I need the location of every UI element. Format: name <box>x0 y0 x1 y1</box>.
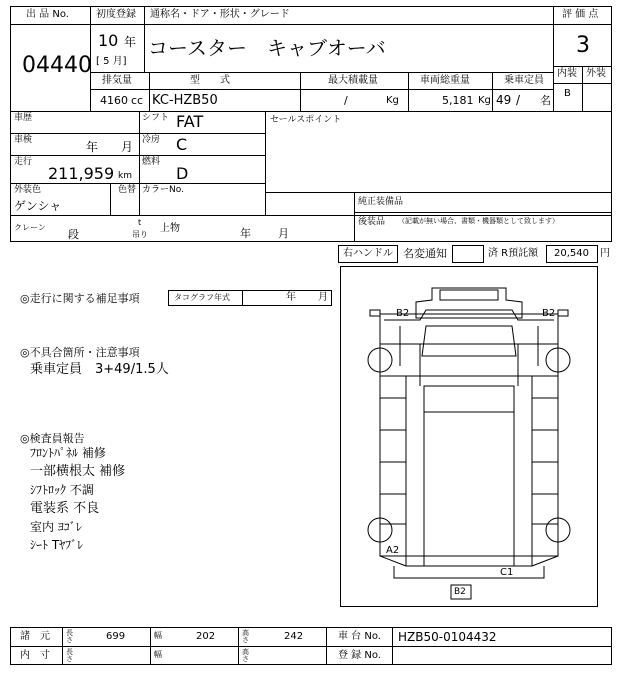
interior-length-label: 長さ <box>66 648 73 663</box>
recycle-unit: 円 <box>600 248 610 259</box>
width-label: 幅 <box>154 631 162 640</box>
capacity-value: 49 <box>496 93 512 107</box>
name-change-label: 名変通知 <box>403 247 447 260</box>
inspector-line: 電装系 不良 <box>30 501 100 516</box>
registration-year: 10 <box>98 31 119 50</box>
displacement-label: 排気量 <box>102 75 132 86</box>
damage-mark: C1 <box>500 567 514 578</box>
recycle-value: 20,540 <box>554 248 589 259</box>
mileage-label: 走行 <box>14 157 33 167</box>
mileage-value: 211,959 <box>48 164 115 183</box>
displacement-value: 4160 <box>100 94 128 107</box>
upper-body-year: 年 <box>240 227 251 240</box>
upper-body-label: 上物 <box>160 223 180 234</box>
registration-number-label: 登 録 No. <box>338 650 381 661</box>
inspector-line: ｼﾌﾄﾛｯｸ 不調 <box>30 483 94 497</box>
chassis-label: 車 台 No. <box>338 631 381 642</box>
body-color-label: 外装色 <box>14 185 42 195</box>
model-type-value: KC-HZB50 <box>152 93 218 108</box>
sales-point-label: セールスポイント <box>270 115 342 125</box>
gross-weight-label: 車両総重量 <box>420 75 470 86</box>
lot-label: 出 品 No. <box>26 9 69 20</box>
inspector-line: 一部横根太 補修 <box>30 464 126 479</box>
inspector-line: ｼｰﾄ Tﾔﾌﾞﾚ <box>30 538 84 552</box>
steering-value: 右ハンドル <box>343 248 393 259</box>
vehicle-diagram <box>340 266 598 607</box>
interior-dimensions-label: 内 寸 <box>20 650 50 661</box>
registration-year-unit: 年 <box>124 35 137 49</box>
inspector-title: ◎検査員報告 <box>20 432 85 445</box>
capacity-unit: 名 <box>540 94 551 107</box>
capacity-label: 乗車定員 <box>504 75 544 86</box>
color-change-label: 色替 <box>118 185 137 195</box>
dimensions-label: 諸 元 <box>20 631 50 642</box>
name-change-box <box>452 245 484 263</box>
score-label: 評 価 点 <box>562 9 599 20</box>
body-color-value: ゲンシャ <box>14 199 62 213</box>
crane-ton: t <box>138 218 142 227</box>
crane-label: クレーン <box>14 223 46 232</box>
displacement-unit: cc <box>131 94 144 107</box>
height-label: 高さ <box>242 629 249 644</box>
registration-month: [ 5 月] <box>96 56 127 67</box>
inspection-month: 月 <box>121 140 134 154</box>
tachograph-year: 年 <box>286 292 296 303</box>
recycle-label: 済 R預託額 <box>488 248 539 259</box>
length-value: 699 <box>106 631 126 642</box>
genuine-equipment-label: 純正装備品 <box>358 197 404 207</box>
history-label: 車歴 <box>14 113 33 123</box>
model-name: コースター キャブオーバ <box>148 36 386 60</box>
color-code-label: カラーNo. <box>142 185 184 195</box>
damage-mark: A2 <box>386 545 400 556</box>
damage-mark: B2 <box>454 587 466 597</box>
fuel-value: D <box>176 164 189 183</box>
ac-value: C <box>176 135 188 154</box>
defect-title: ◎不具合箇所・注意事項 <box>20 346 140 359</box>
damage-mark: B2 <box>396 308 410 319</box>
running-notes-title: ◎走行に関する補足事項 <box>20 292 140 305</box>
crane-step: 段 <box>68 228 79 241</box>
max-load-value: / <box>344 94 348 107</box>
inspection-year: 年 <box>86 140 99 154</box>
damage-mark: B2 <box>542 308 556 319</box>
auction-score: 3 <box>576 33 590 58</box>
max-load-label: 最大積載量 <box>328 75 378 86</box>
max-load-unit: Kg <box>386 95 399 106</box>
name-grade-label: 通称名・ドア・形状・グレード <box>150 9 290 20</box>
ac-label: 冷房 <box>142 135 161 145</box>
gross-weight-unit: Kg <box>478 95 491 106</box>
length-label: 長さ <box>66 629 73 644</box>
defect-line: 乗車定員 3+49/1.5人 <box>30 362 169 377</box>
inspection-label: 車検 <box>14 135 33 145</box>
first-registration-label: 初度登録 <box>96 9 136 20</box>
height-value: 242 <box>284 631 304 642</box>
gross-weight-value: 5,181 <box>442 94 474 107</box>
inspector-line: 室内 ﾖｺﾞﾚ <box>30 520 82 534</box>
capacity-slash: / <box>516 93 521 107</box>
fuel-label: 燃料 <box>142 157 161 167</box>
interior-grade: B <box>564 88 571 99</box>
aftermarket-note: （記載が無い場合、書類・機器類として致します） <box>398 217 559 225</box>
chassis-value: HZB50-0104432 <box>398 630 497 644</box>
interior-width-label: 幅 <box>154 650 162 659</box>
interior-grade-label: 内装 <box>557 68 577 79</box>
lot-number: 04440 <box>22 53 92 78</box>
crane-lift: 吊り <box>132 230 148 239</box>
tachograph-month: 月 <box>318 292 328 303</box>
model-type-label: 型 式 <box>190 75 230 86</box>
exterior-grade-label: 外装 <box>586 68 606 79</box>
width-value: 202 <box>196 631 216 642</box>
aftermarket-label: 後装品 <box>358 217 386 227</box>
shift-value: FAT <box>176 112 204 131</box>
upper-body-month: 月 <box>278 227 289 240</box>
mileage-unit: km <box>118 171 132 181</box>
shift-label: シフト <box>142 113 170 123</box>
inspector-line: ﾌﾛﾝﾄﾊﾟﾈﾙ 補修 <box>30 446 106 460</box>
interior-height-label: 高さ <box>242 648 249 663</box>
tachograph-label: タコグラフ年式 <box>174 293 230 302</box>
